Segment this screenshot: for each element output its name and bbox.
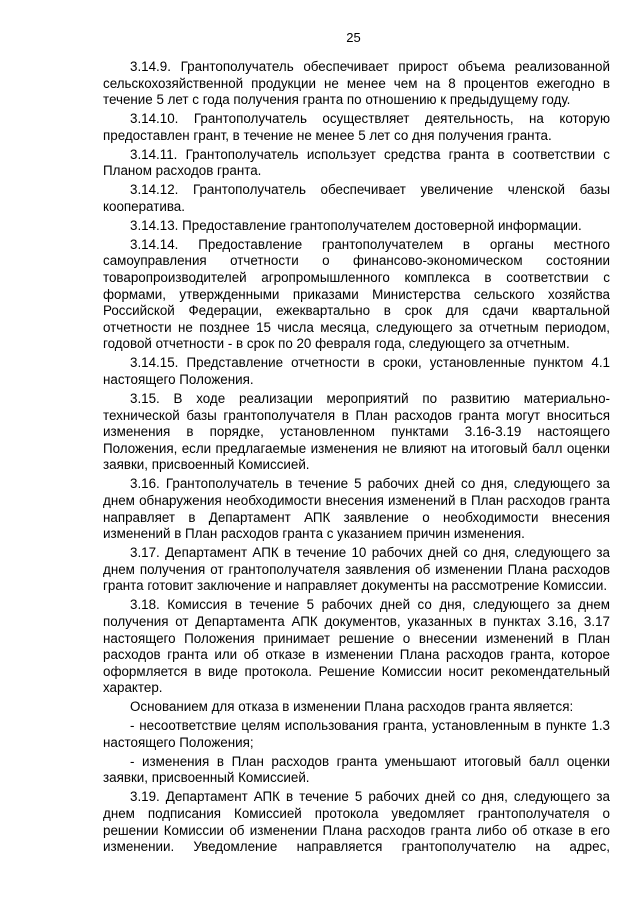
paragraph-3-17: 3.17. Департамент АПК в течение 10 рабочих дней со дня, следующего за днем получения от грантополучателя заявления об изменении Плана расходов гранта готовит заключение и направляет документы на рассмотрение Комиссии.	[103, 545, 610, 594]
page-number: 25	[346, 30, 361, 45]
paragraph-3-14-15: 3.14.15. Представление отчетности в сроки, установленные пунктом 4.1 настоящего Положения.	[103, 355, 610, 388]
list-item-score-reduction: - изменения в План расходов гранта уменьшают итоговый балл оценки заявки, присвоенный Комиссией.	[103, 753, 610, 786]
paragraph-refusal-grounds: Основанием для отказа в изменении Плана расходов гранта является:	[130, 699, 574, 715]
paragraph-3-14-10: 3.14.10. Грантополучатель осуществляет деятельность, на которую предоставлен грант, в течение не менее 5 лет со дня получения гранта.	[103, 111, 610, 143]
paragraph-3-18: 3.18. Комиссия в течение 5 рабочих дней со дня, следующего за днем получения от Департамента АПК документов, указанных в пунктах 3.16, 3.17 настоящего Положения принимает решение о внесении изменений в План расходов гранта или об отказе в изменении Плана расходов гранта, которое оформляется в виде протокола. Решение Комиссии носит рекомендательный характер.	[103, 597, 610, 696]
paragraph-3-14-14: 3.14.14. Предоставление грантополучателем в органы местного самоуправления отчетности о финансово-экономическом состоянии товаропроизводителей агропромышленного комплекса в соответствии с формами, утвержденными приказами Министерства сельского хозяйства Российской Федерации, ежеквартально в срок для сдачи квартальной отчетности не позднее 15 числа месяца, следующего за отчетным периодом, годовой отчетности - в срок по 20 февраля года, следующего за отчетным.	[103, 236, 610, 352]
paragraph-3-14-9: 3.14.9. Грантополучатель обеспечивает прирост объема реализованной сельскохозяйственной продукции не менее чем на 8 процентов ежегодно в течение 5 лет с года получения гранта по отношению к предыдущему году.	[103, 59, 610, 108]
paragraph-3-14-12: 3.14.12. Грантополучатель обеспечивает увеличение членской базы кооператива.	[103, 182, 610, 214]
list-item-nonconformity: - несоответствие целям использования гранта, установленным в пункте 1.3 настоящего Положения;	[103, 718, 610, 750]
paragraph-3-14-11: 3.14.11. Грантополучатель использует средства гранта в соответствии с Планом расходов гранта.	[103, 146, 610, 179]
paragraph-3-16: 3.16. Грантополучатель в течение 5 рабочих дней со дня, следующего за днем обнаружения необходимости внесения изменений в План расходов гранта направляет в Департамент АПК заявление о необходимости внесения изменений в План расходов гранта с указанием причин изменения.	[103, 476, 610, 542]
paragraph-3-14-13: 3.14.13. Предоставление грантополучателем достоверной информации.	[130, 217, 582, 233]
paragraph-3-19: 3.19. Департамент АПК в течение 5 рабочих дней со дня, следующего за днем подписания Комиссией протокола уведомляет грантополучателя о решении Комиссии об изменении Плана расходов гранта либо об отказе в его изменении. Уведомление направляется грантополучателю на адрес,	[103, 789, 610, 855]
paragraph-3-15: 3.15. В ходе реализации мероприятий по развитию материально-технической базы грантополучателя в План расходов гранта могут вноситься изменения в порядке, установленном пунктами 3.16-3.19 настоящего Положения, если предлагаемые изменения не влияют на итоговый балл оценки заявки, присвоенный Комиссией.	[103, 391, 610, 473]
